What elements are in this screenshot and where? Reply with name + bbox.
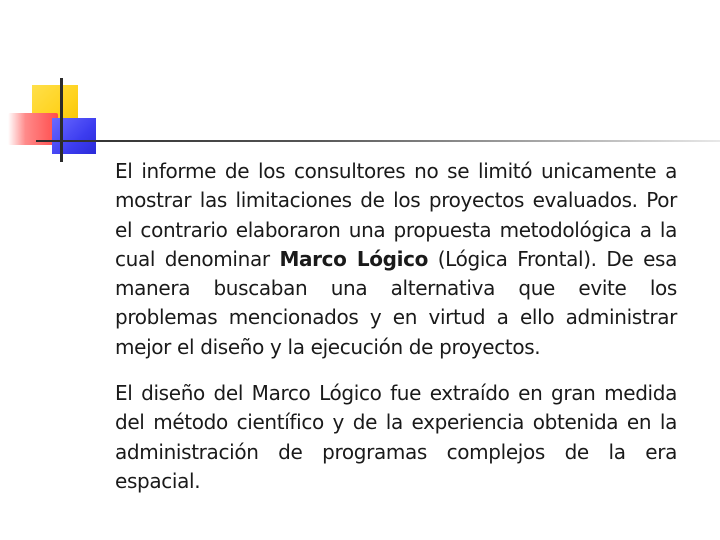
body-text <box>115 157 677 496</box>
paragraph-1-start: El informe de los consultores no se limitó unicamente a mostrar las limitaciones de los proyectos evaluados. Por el contrario elaboraron una propuesta metodológica a la cual denominar <box>115 159 677 271</box>
paragraph-1 <box>115 157 677 362</box>
paragraph-2: El diseño del Marco Lógico fue extraído en gran medida del método científico y de la experiencia obtenida en la administración de programas complejos de la era espacial. <box>115 381 677 493</box>
vertical-rule <box>60 78 63 162</box>
paragraph-1-bold-term: Marco Lógico <box>279 246 428 271</box>
blue-square-icon <box>52 118 96 154</box>
paragraph-1-end: (Lógica Frontal). De esa manera buscaban una alternativa que evite los problemas mencionados y en virtud a ello administrar mejor el diseño y la ejecución de proyectos. <box>115 246 677 359</box>
header-divider <box>36 140 720 142</box>
